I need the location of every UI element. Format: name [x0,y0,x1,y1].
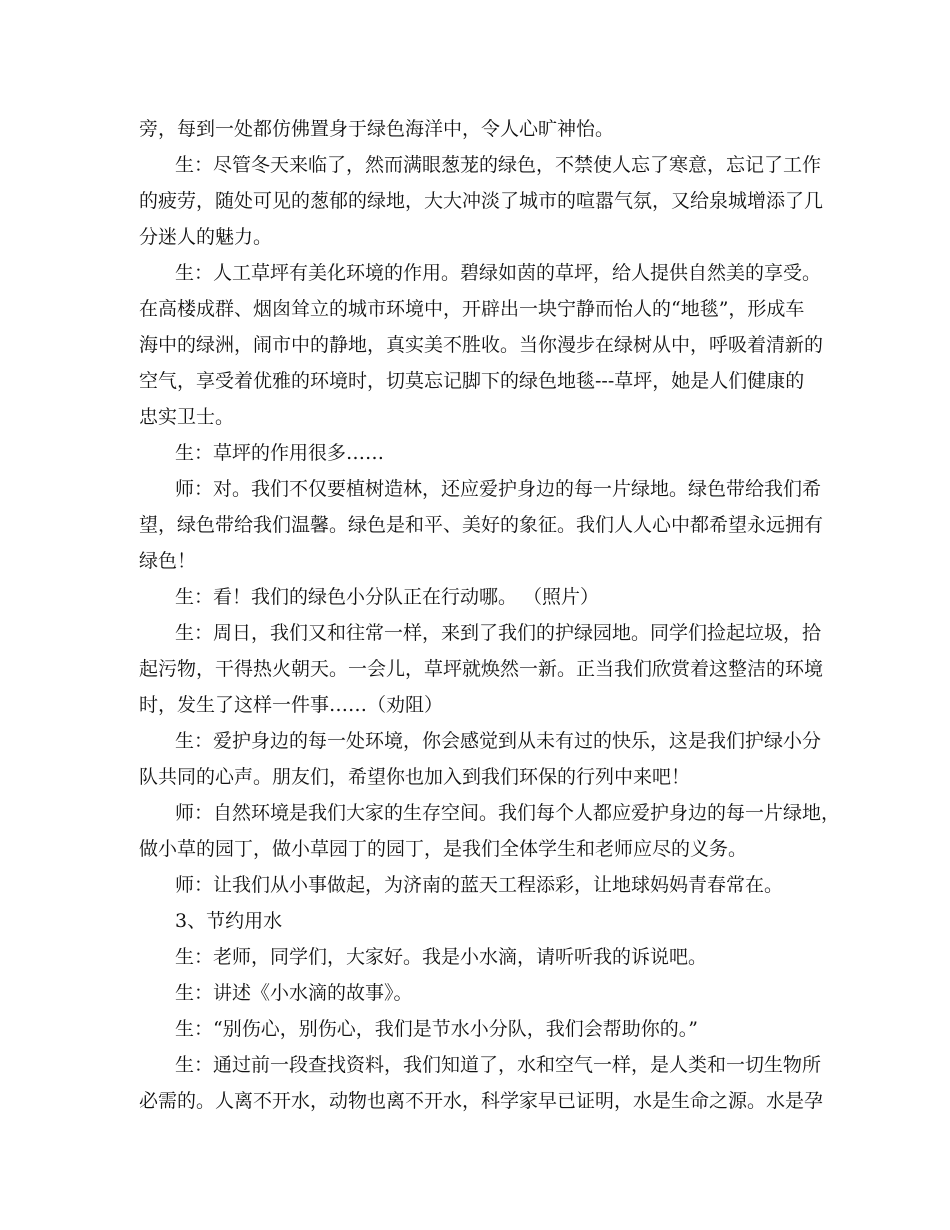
text-line: 必需的。人离不开水，动物也离不开水，科学家早已证明，水是生命之源。水是孕 [139,1090,824,1112]
text-line: 生：尽管冬天来临了，然而满眼葱茏的绿色，不禁使人忘了寒意，忘记了工作 [175,154,822,176]
text-line: 分迷人的魅力。 [139,226,273,248]
text-line: 生：老师，同学们，大家好。我是小水滴，请听听我的诉说吧。 [175,946,708,968]
text-line: 做小草的园丁，做小草园丁的园丁，是我们全体学生和老师应尽的义务。 [139,838,748,860]
text-line: 旁，每到一处都仿佛置身于绿色海洋中，令人心旷神怡。 [139,118,615,140]
text-line: 队共同的心声。朋友们，希望你也加入到我们环保的行列中来吧！ [139,766,691,788]
text-line: 生：看！我们的绿色小分队正在行动哪。 （照片） [175,586,600,608]
text-line: 师：自然环境是我们大家的生存空间。我们每个人都应爱护身边的每一片绿地， [175,802,841,824]
text-line: 生：人工草坪有美化环境的作用。碧绿如茵的草坪，给人提供自然美的享受。 [175,262,822,284]
text-line: 望，绿色带给我们温馨。绿色是和平、美好的象征。我们人人心中都希望永远拥有 [139,514,824,536]
text-line: 的疲劳，随处可见的葱郁的绿地，大大冲淡了城市的喧嚣气氛，又给泉城增添了几 [139,190,824,212]
text-line: 空气，享受着优雅的环境时，切莫忘记脚下的绿色地毯---草坪，她是人们健康的 [139,370,805,392]
text-line: 师：对。我们不仅要植树造林，还应爱护身边的每一片绿地。绿色带给我们希 [175,478,822,500]
text-line: 生：爱护身边的每一处环境，你会感觉到从未有过的快乐，这是我们护绿小分 [175,730,822,752]
section-heading: 3、节约用水 [175,910,283,932]
text-line: 起污物，干得热火朝天。一会儿，草坪就焕然一新。正当我们欣赏着这整洁的环境 [139,658,824,680]
text-line: 忠实卫士。 [139,406,235,428]
text-line: 海中的绿洲，闹市中的静地，真实美不胜收。当你漫步在绿树从中，呼吸着清新的 [139,334,824,356]
text-line: 生：通过前一段查找资料，我们知道了，水和空气一样，是人类和一切生物所 [175,1054,822,1076]
text-line: 在高楼成群、烟囱耸立的城市环境中，开辟出一块宁静而怡人的“地毯”，形成车 [139,298,805,320]
text-line: 师：让我们从小事做起，为济南的蓝天工程添彩，让地球妈妈青春常在。 [175,874,784,896]
text-line: 时，发生了这样一件事……（劝阻） [139,694,444,716]
text-line: 生：草坪的作用很多…… [175,442,385,464]
text-line: 生：讲述《小水滴的故事》。 [175,982,413,1004]
text-line: 生：周日，我们又和往常一样，来到了我们的护绿园地。同学们捡起垃圾，拾 [175,622,822,644]
text-line: 生：“别伤心，别伤心，我们是节水小分队，我们会帮助你的。” [175,1018,698,1040]
text-line: 绿色！ [139,550,197,572]
